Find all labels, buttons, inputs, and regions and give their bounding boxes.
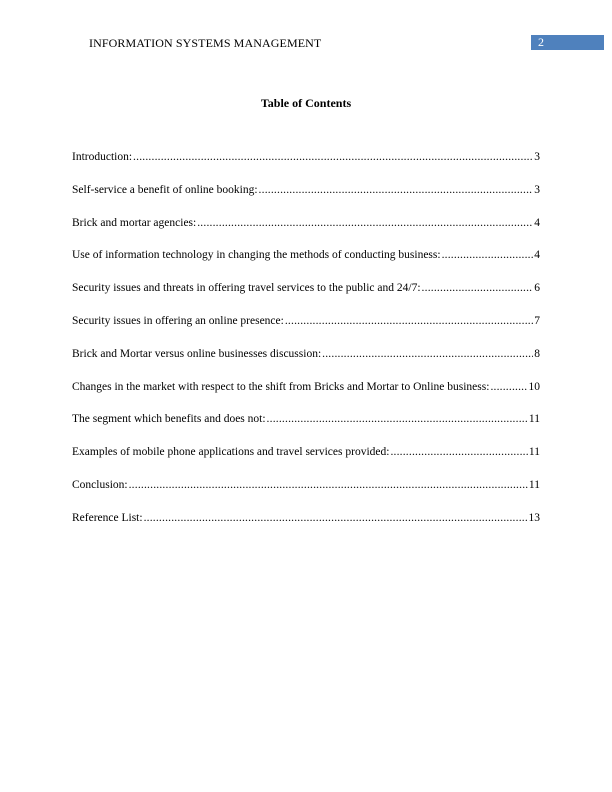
toc-entry-label: Security issues and threats in offering travel services to the public and 24/7:: [72, 282, 421, 295]
toc-dot-leader: [133, 150, 533, 164]
toc-dot-leader: [197, 216, 533, 230]
toc-entry-label: Conclusion:: [72, 478, 128, 491]
toc-dot-leader: [322, 347, 533, 361]
toc-dot-leader: [259, 183, 534, 197]
toc-entry[interactable]: [72, 314, 540, 328]
toc-heading: Table of Contents: [260, 96, 352, 110]
toc-entry-label: Changes in the market with respect to the shift from Bricks and Mortar to Online business:: [72, 380, 490, 393]
toc-entry-page: 13: [528, 511, 540, 524]
toc-dot-leader: [390, 445, 527, 459]
toc-entry[interactable]: [72, 347, 540, 361]
running-header-title: INFORMATION SYSTEMS MANAGEMENT: [89, 36, 322, 50]
toc-entry[interactable]: [72, 478, 540, 492]
toc-entry-page: 7: [534, 314, 540, 327]
toc-entry-label: Examples of mobile phone applications and travel services provided:: [72, 446, 390, 459]
toc-entry-page: 10: [528, 380, 540, 393]
toc-entry[interactable]: [72, 412, 540, 426]
toc-entry-page: 11: [528, 446, 540, 459]
toc-entry-label: Self-service a benefit of online booking:: [72, 183, 258, 196]
toc-entry-label: Brick and mortar agencies:: [72, 216, 197, 229]
toc-dot-leader: [267, 412, 528, 426]
toc-dot-leader: [490, 380, 527, 394]
toc-entry-page: 11: [528, 413, 540, 426]
toc-entry[interactable]: [72, 248, 540, 262]
toc-entry[interactable]: [72, 445, 540, 459]
toc-entry-page: 11: [528, 478, 540, 491]
page-number-badge: 2: [531, 35, 604, 50]
toc-dot-leader: [285, 314, 533, 328]
toc-entry-page: 8: [534, 347, 540, 360]
toc-entry-page: 3: [534, 183, 540, 196]
toc-entry-page: 3: [534, 151, 540, 163]
toc-entry-label: The segment which benefits and does not:: [72, 413, 266, 426]
toc-entry[interactable]: [72, 183, 540, 197]
toc-list: [72, 150, 540, 544]
toc-entry-label: Brick and Mortar versus online businesses discussion:: [72, 347, 322, 360]
toc-entry-label: Reference List:: [72, 511, 143, 524]
toc-entry[interactable]: [72, 216, 540, 230]
toc-entry-page: 6: [534, 282, 540, 295]
toc-entry-page: 4: [534, 216, 540, 229]
toc-dot-leader: [144, 511, 528, 525]
toc-dot-leader: [129, 478, 528, 492]
toc-entry[interactable]: [72, 380, 540, 394]
toc-entry-label: Use of information technology in changing the methods of conducting business:: [72, 249, 441, 262]
toc-entry-page: 4: [534, 249, 540, 262]
toc-entry[interactable]: [72, 281, 540, 295]
toc-entry-label: Security issues in offering an online presence:: [72, 314, 284, 327]
toc-entry-label: Introduction:: [72, 151, 133, 163]
toc-entry[interactable]: [72, 150, 540, 164]
toc-dot-leader: [442, 248, 534, 262]
toc-entry[interactable]: [72, 511, 540, 525]
toc-dot-leader: [422, 281, 534, 295]
